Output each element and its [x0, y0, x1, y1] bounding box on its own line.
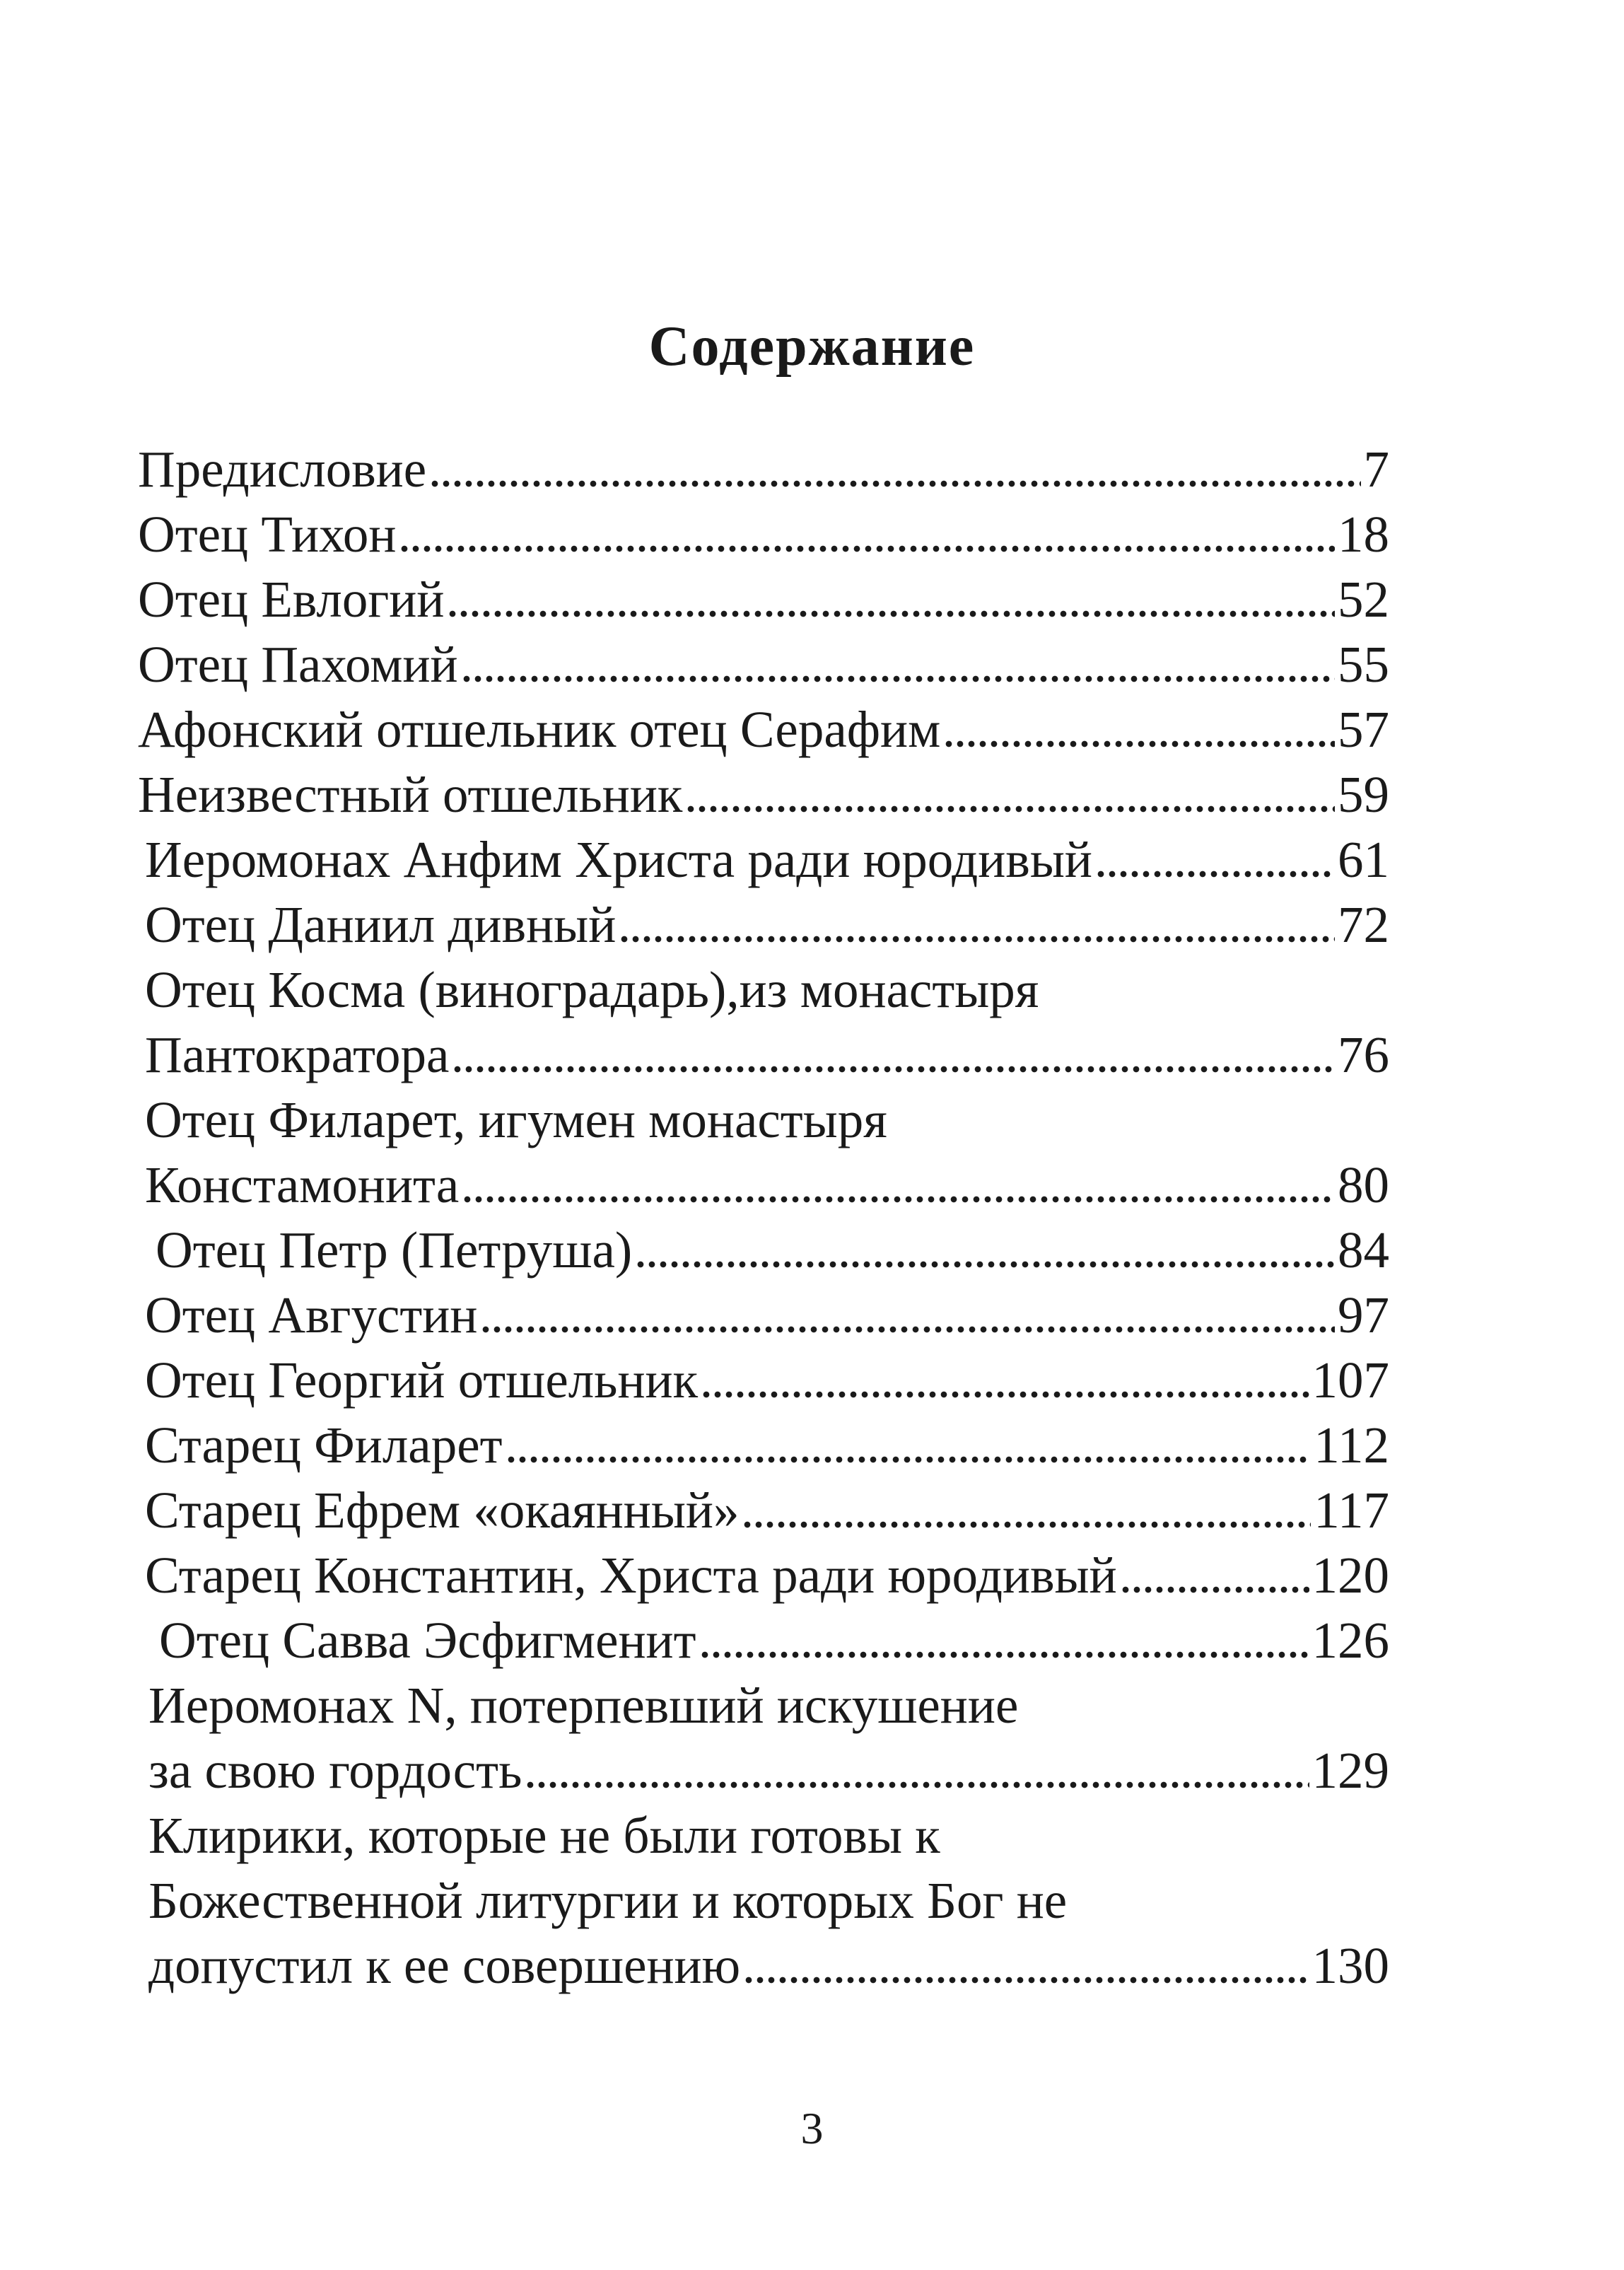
table-of-contents: [138, 437, 1389, 1998]
toc-entry: [138, 1153, 1389, 1218]
toc-entry: [138, 1478, 1389, 1543]
toc-entry: [138, 567, 1389, 632]
dot-leader: [943, 728, 1335, 749]
dot-leader: [685, 793, 1335, 814]
dot-leader: [480, 1313, 1335, 1334]
toc-entry-page: 117: [1314, 1482, 1389, 1539]
dot-leader: [743, 1964, 1309, 1985]
toc-entry-page: 18: [1338, 506, 1389, 563]
toc-entry-label: Констамонита: [145, 1156, 460, 1213]
page-number: 3: [800, 2103, 824, 2153]
dot-leader: [1120, 1573, 1309, 1595]
toc-entry-page: 76: [1338, 1026, 1389, 1083]
toc-entry: [138, 697, 1389, 762]
toc-entry-line: [138, 1088, 1389, 1153]
toc-entry-label: Старец Филарет: [145, 1416, 503, 1474]
toc-entry-page: 120: [1312, 1547, 1389, 1604]
dot-leader: [461, 663, 1335, 684]
toc-entry-line: [138, 958, 1389, 1023]
toc-entry-label: Отец Евлогий: [138, 571, 445, 628]
toc-entry-label: Отец Петр (Петруша): [156, 1221, 633, 1279]
toc-entry: [138, 892, 1389, 958]
dot-leader: [742, 1508, 1311, 1530]
toc-entry-label: Пантократора: [145, 1026, 450, 1083]
toc-entry-label: Старец Константин, Христа ради юродивый: [145, 1547, 1117, 1604]
dot-leader: [525, 1769, 1309, 1790]
toc-entry-label: Неизвестный отшельник: [138, 766, 683, 823]
toc-entry-text: Божественной литургии и которых Бог не: [148, 1872, 1068, 1929]
toc-entry-label: Старец Ефрем «окаянный»: [145, 1482, 740, 1539]
toc-entry-page: 84: [1338, 1221, 1389, 1279]
toc-entry-text: Отец Косма (виноградарь),из монастыря: [145, 961, 1039, 1018]
toc-entry: [138, 762, 1389, 827]
toc-entry-page: 129: [1312, 1742, 1389, 1799]
toc-entry: [138, 827, 1389, 892]
toc-entry-label: Отец Пахомий: [138, 636, 458, 693]
toc-entry: [138, 1738, 1389, 1803]
toc-entry-label: за свою гордость: [148, 1742, 522, 1799]
toc-entry-label: Отец Даниил дивный: [145, 896, 617, 953]
toc-entry-label: Отец Августин: [145, 1286, 478, 1344]
toc-entry-page: 126: [1312, 1612, 1389, 1669]
toc-entry-label: Афонский отшельник отец Серафим: [138, 701, 941, 758]
toc-entry: [138, 1543, 1389, 1608]
toc-entry-label: допустил к ее совершению: [148, 1937, 741, 1994]
toc-entry-line: [138, 1803, 1389, 1868]
dot-leader: [701, 1378, 1309, 1399]
dot-leader: [635, 1248, 1335, 1269]
toc-entry-text: Отец Филарет, игумен монастыря: [145, 1091, 887, 1148]
dot-leader: [619, 923, 1335, 944]
dot-leader: [399, 532, 1335, 554]
toc-entry-label: Предисловие: [138, 441, 427, 498]
toc-entry-page: 61: [1338, 831, 1389, 888]
toc-entry: [138, 1413, 1389, 1478]
toc-entry: [138, 1023, 1389, 1088]
dot-leader: [462, 1183, 1335, 1204]
page-title: Содержание: [648, 315, 976, 378]
toc-entry: [138, 1218, 1389, 1283]
toc-entry: [138, 1348, 1389, 1413]
toc-entry-label: Отец Георгий отшельник: [145, 1351, 699, 1409]
toc-entry-page: 80: [1338, 1156, 1389, 1213]
toc-entry-page: 72: [1338, 896, 1389, 953]
toc-entry-page: 112: [1314, 1416, 1389, 1474]
toc-entry-page: 59: [1338, 766, 1389, 823]
toc-entry-page: 55: [1338, 636, 1389, 693]
dot-leader: [699, 1639, 1309, 1660]
toc-entry-text: Клирики, которые не были готовы к: [148, 1807, 940, 1864]
toc-entry: [138, 502, 1389, 567]
toc-entry-text: Иеромонах N, потерпевший искушение: [148, 1677, 1019, 1734]
toc-entry: [138, 1933, 1389, 1998]
toc-entry-line: [138, 1673, 1389, 1738]
toc-entry-label: Иеромонах Анфим Христа ради юродивый: [145, 831, 1092, 888]
toc-entry-line: [138, 1868, 1389, 1933]
dot-leader: [1095, 858, 1335, 879]
toc-entry-page: 107: [1312, 1351, 1389, 1409]
dot-leader: [506, 1443, 1312, 1465]
toc-entry: [138, 1608, 1389, 1673]
toc-entry: [138, 632, 1389, 697]
toc-entry-page: 52: [1338, 571, 1389, 628]
dot-leader: [447, 598, 1335, 619]
toc-entry-label: Отец Тихон: [138, 506, 397, 563]
toc-entry-label: Отец Савва Эсфигменит: [159, 1612, 696, 1669]
dot-leader: [452, 1053, 1335, 1074]
toc-entry-page: 130: [1312, 1937, 1389, 1994]
dot-leader: [429, 467, 1360, 489]
toc-entry-page: 97: [1338, 1286, 1389, 1344]
toc-entry: [138, 437, 1389, 502]
toc-entry-page: 7: [1363, 441, 1389, 498]
toc-entry: [138, 1283, 1389, 1348]
toc-entry-page: 57: [1338, 701, 1389, 758]
